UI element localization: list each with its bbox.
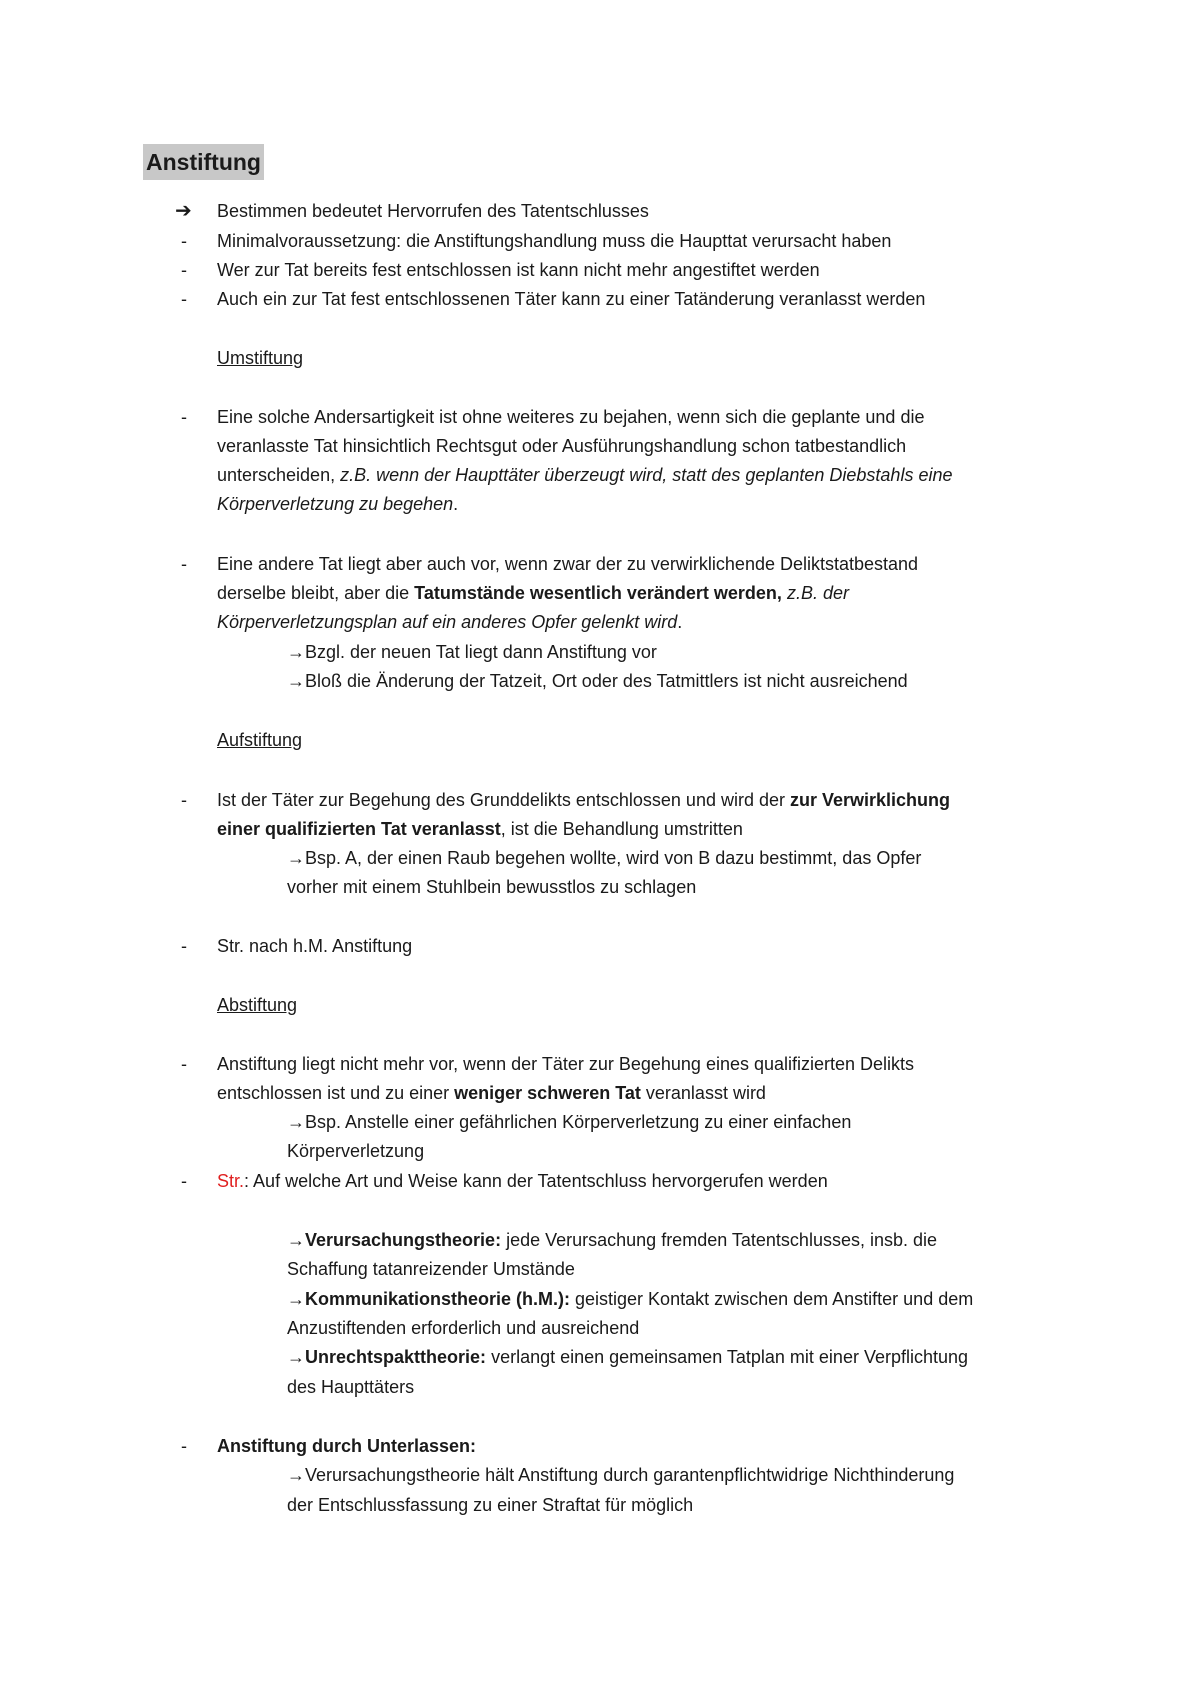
theory-2-line-2: Anzustiftenden erforderlich und ausreichend [287,1318,640,1338]
text-span: Bzgl. der neuen Tat liegt dann Anstiftung vor [305,642,657,662]
right-arrow-icon: → [287,848,305,868]
text-span: geistiger Kontakt zwischen dem Anstifter und dem [575,1289,974,1309]
right-arrow-icon: → [287,1289,305,1309]
umstiftung-sub-2 [287,667,908,695]
umstiftung-p1-line-3 [217,461,952,489]
dash-bullet: - [181,790,187,810]
text-span: . [453,494,459,514]
text-span: , ist die Behandlung umstritten [500,819,743,839]
emphasis-text: Anstiftung durch Unterlassen: [217,1436,477,1456]
text-span: veranlasst wird [645,1083,766,1103]
section-heading-aufstiftung: Aufstiftung [217,730,303,750]
right-arrow-icon: → [287,1465,305,1485]
emphasis-text: weniger schweren Tat [454,1083,641,1103]
right-arrow-icon: → [287,642,305,662]
dash-bullet: - [181,407,187,427]
dash-bullet: - [181,231,187,251]
intro-line-1: Bestimmen bedeutet Hervorrufen des Tatentschlusses [217,201,649,221]
theory-name: Kommunikationstheorie (h.M.): [305,1289,570,1309]
abstiftung-str-line [217,1167,828,1195]
section-heading-abstiftung: Abstiftung [217,995,298,1015]
right-arrow-icon: → [287,1230,305,1250]
umstiftung-p2-line-1: Eine andere Tat liegt aber auch vor, wenn zwar der zu verwirklichende Deliktstatbestand [217,554,919,574]
arrow-bullet-icon: ➔ [175,200,192,222]
page-title: Anstiftung [143,144,264,180]
theory-2-line-1 [287,1285,973,1313]
example-text: Körperverletzung zu begehen [217,494,454,514]
text-span: verlangt einen gemeinsamen Tatplan mit einer Verpflichtung [491,1347,969,1367]
right-arrow-icon: → [287,671,305,691]
text-span: Bsp. A, der einen Raub begehen wollte, wird von B dazu bestimmt, das Opfer [305,848,922,868]
text-span: entschlossen ist und zu einer [217,1083,450,1103]
dash-bullet: - [181,554,187,574]
aufstiftung-p1-line-1 [217,786,950,814]
text-span: unterscheiden, [217,465,336,485]
text-span: Bloß die Änderung der Tatzeit, Ort oder des Tatmittlers ist nicht ausreichend [305,671,908,691]
emphasis-text: zur Verwirklichung [790,790,951,810]
emphasis-text: Tatumstände wesentlich verändert werden, [414,583,782,603]
text-span: Auf welche Art und Weise kann der Tatentschluss hervorgerufen werden [253,1171,828,1191]
aufstiftung-sub-1-line-2: vorher mit einem Stuhlbein bewusstlos zu schlagen [287,877,697,897]
theory-3-line-2: des Haupttäters [287,1377,415,1397]
abstiftung-p1-line-2 [217,1079,766,1107]
intro-line-2: Minimalvoraussetzung: die Anstiftungshandlung muss die Haupttat verursacht haben [217,231,892,251]
text-span: jede Verursachung fremden Tatentschlusses, insb. die [506,1230,938,1250]
abstiftung-p1-line-1: Anstiftung liegt nicht mehr vor, wenn der Täter zur Begehung eines qualifizierten Delikts [217,1054,915,1074]
text-span: Ist der Täter zur Begehung des Grunddelikts entschlossen und wird der [217,790,785,810]
intro-line-4: Auch ein zur Tat fest entschlossenen Täter kann zu einer Tatänderung veranlasst werden [217,289,926,309]
emphasis-text: einer qualifizierten Tat veranlasst [217,819,501,839]
unterlassen-sub-1-line-2: der Entschlussfassung zu einer Straftat für möglich [287,1495,694,1515]
abstiftung-sub-1-line-1 [287,1108,851,1136]
text-span: derselbe bleibt, aber die [217,583,410,603]
dash-bullet: - [181,936,187,956]
text-span: . [677,612,683,632]
aufstiftung-p2: Str. nach h.M. Anstiftung [217,936,413,956]
abstiftung-sub-1-line-2: Körperverletzung [287,1141,425,1161]
theory-name: Verursachungstheorie: [305,1230,502,1250]
dash-bullet: - [181,1436,187,1456]
example-text: z.B. wenn der Haupttäter überzeugt wird, statt des geplanten Diebstahls eine [340,465,953,485]
theory-name: Unrechtspakttheorie: [305,1347,487,1367]
right-arrow-icon: → [287,1347,305,1367]
umstiftung-p1-line-1: Eine solche Andersartigkeit ist ohne weiteres zu bejahen, wenn sich die geplante und die [217,407,925,427]
section-heading-umstiftung: Umstiftung [217,348,304,368]
text-span: : [244,1171,250,1191]
aufstiftung-sub-1-line-1 [287,844,921,872]
dash-bullet: - [181,260,187,280]
example-text: Körperverletzungsplan auf ein anderes Opfer gelenkt wird [217,612,678,632]
unterlassen-sub-1-line-1 [287,1461,954,1489]
dash-bullet: - [181,289,187,309]
umstiftung-sub-1 [287,638,657,666]
text-span: Verursachungstheorie hält Anstiftung durch garantenpflichtwidrige Nichthinderung [305,1465,955,1485]
theory-1-line-1 [287,1226,937,1254]
umstiftung-p1-line-2: veranlasste Tat hinsichtlich Rechtsgut oder Ausführungshandlung schon tatbestandlich [217,436,907,456]
umstiftung-p2-line-2 [217,579,849,607]
right-arrow-icon: → [287,1112,305,1132]
example-text: z.B. der [786,583,849,603]
dash-bullet: - [181,1054,187,1074]
aufstiftung-p1-line-2 [217,815,743,843]
umstiftung-p1-line-4 [217,490,458,518]
theory-3-line-1 [287,1343,968,1371]
umstiftung-p2-line-3 [217,608,682,636]
text-span: Bsp. Anstelle einer gefährlichen Körperverletzung zu einer einfachen [305,1112,852,1132]
dash-bullet: - [181,1171,187,1191]
intro-line-3: Wer zur Tat bereits fest entschlossen ist kann nicht mehr angestiftet werden [217,260,820,280]
str-label: Str. [217,1171,245,1191]
theory-1-line-2: Schaffung tatanreizender Umstände [287,1259,575,1279]
unterlassen-heading [217,1432,476,1460]
